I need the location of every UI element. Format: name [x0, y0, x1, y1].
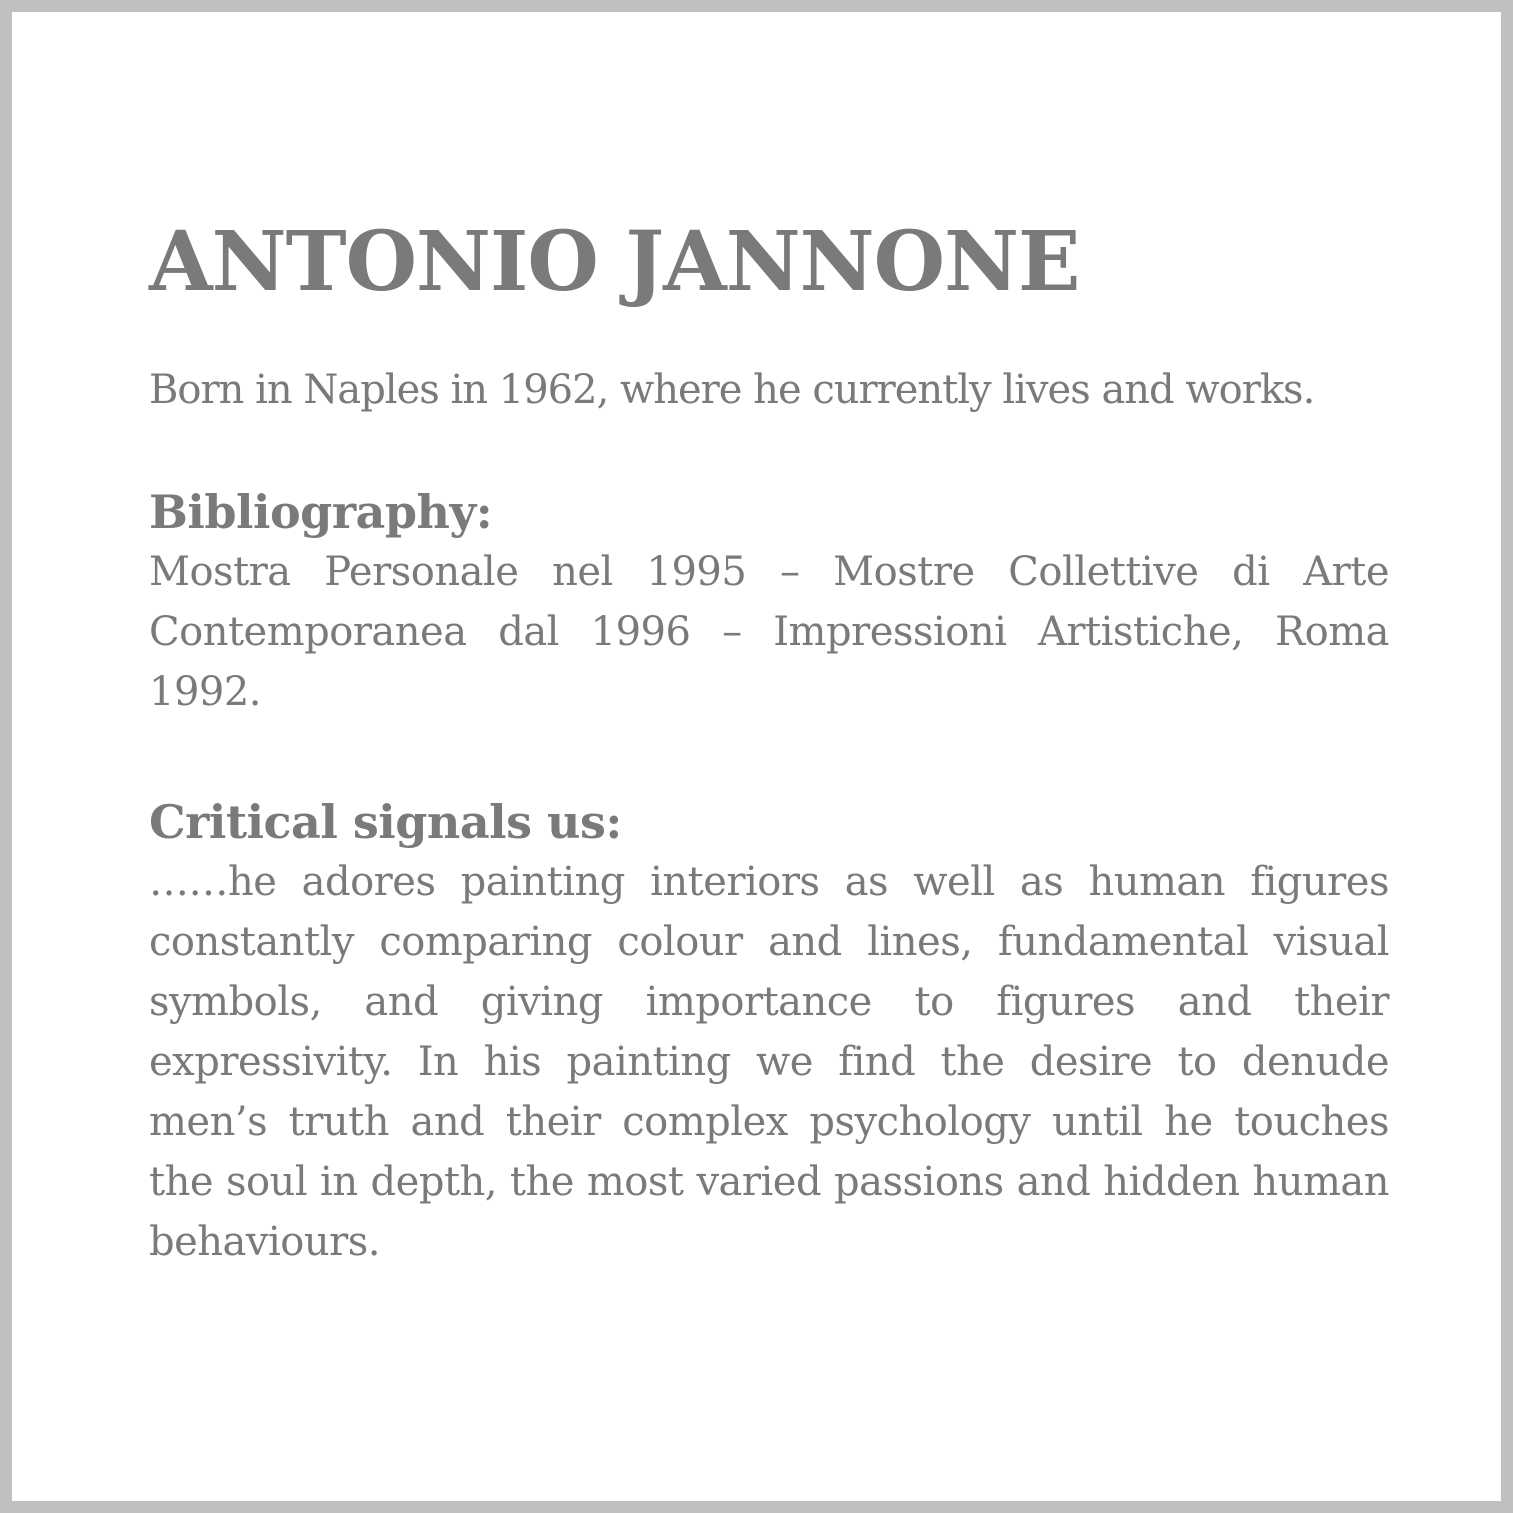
bibliography-heading: Bibliography:: [149, 485, 493, 539]
artist-bio: [149, 212, 1389, 1272]
intro-text: Born in Naples in 1962, where he currently lives and works.: [149, 367, 1315, 413]
critical-heading: Critical signals us:: [149, 795, 622, 849]
bibliography-text: Mostra Personale nel 1995 – Mostre Collettive di Arte Contemporanea dal 1996 – Impressioni Artistiche, Roma 1992.: [149, 549, 1389, 715]
critical-text: ……he adores painting interiors as well as human figures constantly comparing colour and lines, fundamental visual symbols, and giving importance to figures and their expressivity. In his painting we find the desire to denude men’s truth and their complex psychology until he touches the soul in depth, the most varied passions and hidden human behaviours.: [149, 859, 1389, 1265]
artist-name: ANTONIO JANNONE: [149, 214, 1080, 310]
